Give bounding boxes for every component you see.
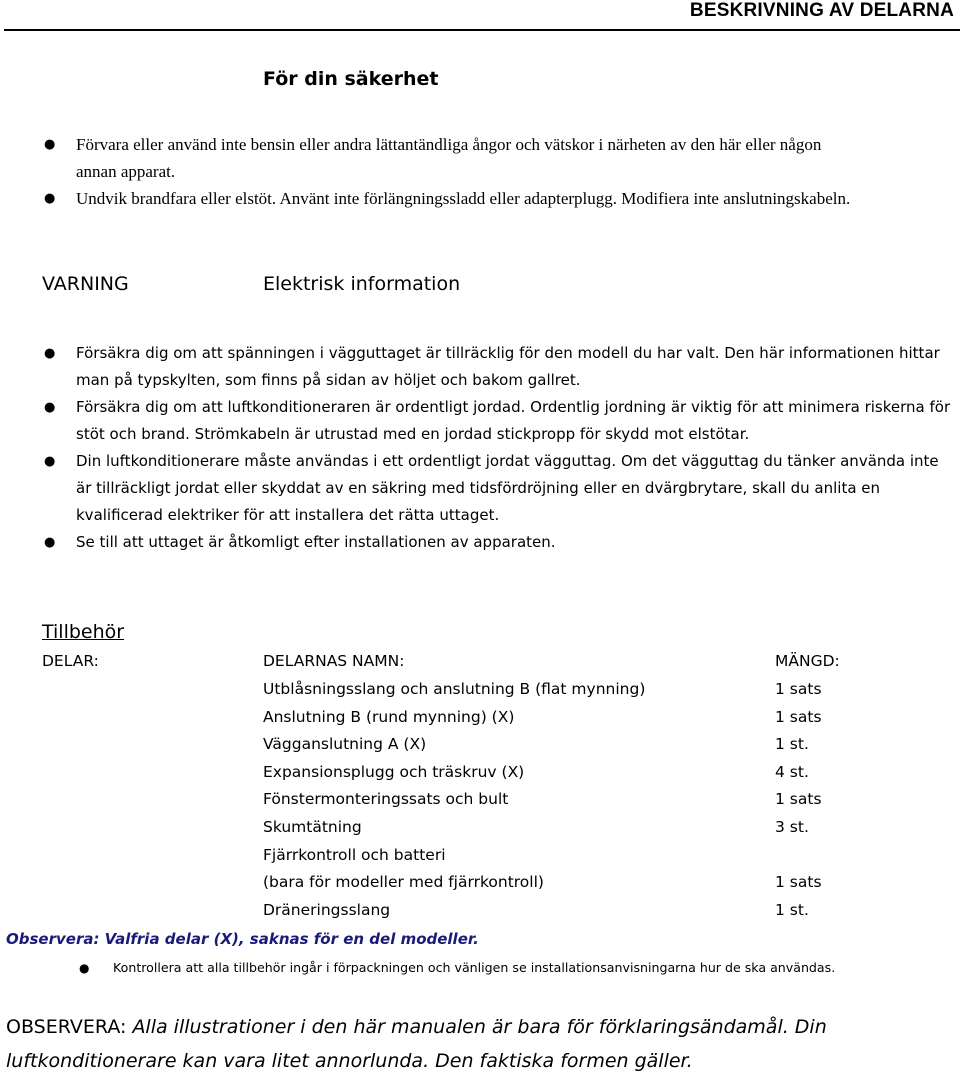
part-quantity: 1 sats bbox=[775, 708, 822, 726]
part-quantity: 3 st. bbox=[775, 818, 809, 836]
part-name: Skumtätning bbox=[263, 818, 362, 836]
document-header-title: BESKRIVNING AV DELARNA bbox=[689, 0, 954, 21]
check-bullet-text: Kontrollera att alla tillbehör ingår i förpackningen och vänligen se installationsanvisningarna hur de ska användas. bbox=[113, 960, 836, 975]
list-item bbox=[44, 185, 856, 212]
part-name: Dräneringsslang bbox=[263, 901, 391, 919]
electrical-bullet-text: Försäkra dig om att luftkonditioneraren är ordentligt jordad. Ordentlig jordning är viktig för att minimera riskerna för stöt och brand. Strömkabeln är utrustad med en jordad stickpropp för skydd mot elstötar. bbox=[76, 398, 951, 443]
safety-heading: För din säkerhet bbox=[263, 68, 439, 90]
check-bullet-list bbox=[79, 957, 953, 979]
part-name: Fönstermonteringssats och bult bbox=[263, 790, 509, 808]
part-quantity: 1 sats bbox=[775, 790, 822, 808]
warning-label: VARNING bbox=[42, 273, 129, 295]
safety-bullet-text: Undvik brandfara eller elstöt. Använt inte förlängningssladd eller adapterplugg. Modifiera inte anslutningskabeln. bbox=[76, 189, 851, 208]
electrical-bullet-list bbox=[44, 340, 956, 556]
part-name: Expansionsplugg och träskruv (X) bbox=[263, 763, 525, 781]
bullet-icon: ● bbox=[44, 346, 56, 361]
column-header-parts: DELAR: bbox=[42, 652, 99, 670]
list-item bbox=[79, 957, 953, 979]
part-quantity: 4 st. bbox=[775, 763, 809, 781]
electrical-bullet-text: Din luftkonditionerare måste användas i ett ordentligt jordat vägguttag. Om det vägguttag du tänker använda inte är tillräckligt jordat eller skyddat av en säkring med tidsfördröjning eller en dvärgbrytare, skall du anlita en kvalificerad elektriker för att installera det rätta uttaget. bbox=[76, 452, 939, 524]
electrical-bullet-text: Se till att uttaget är åtkomligt efter installationen av apparaten. bbox=[76, 533, 556, 551]
part-name: (bara för modeller med fjärrkontroll) bbox=[263, 873, 544, 891]
final-note-label: OBSERVERA: bbox=[6, 1016, 133, 1038]
part-name: Anslutning B (rund mynning) (X) bbox=[263, 708, 515, 726]
part-name: Fjärrkontroll och batteri bbox=[263, 846, 446, 864]
list-item bbox=[44, 394, 956, 448]
list-item bbox=[44, 340, 956, 394]
bullet-icon: ● bbox=[44, 454, 56, 469]
column-header-quantity: MÄNGD: bbox=[775, 652, 840, 670]
safety-bullet-text: Förvara eller använd inte bensin eller andra lättantändliga ångor och vätskor i närheten av den här eller någon annan apparat. bbox=[76, 135, 822, 181]
header-divider bbox=[4, 29, 960, 31]
list-item bbox=[44, 448, 956, 529]
bullet-icon: ● bbox=[44, 535, 56, 550]
optional-parts-note: Observera: Valfria delar (X), saknas för en del modeller. bbox=[6, 930, 479, 948]
bullet-icon: ● bbox=[44, 191, 56, 206]
part-name: Utblåsningsslang och anslutning B (flat mynning) bbox=[263, 680, 646, 698]
electrical-bullet-text: Försäkra dig om att spänningen i vägguttaget är tillräcklig för den modell du har valt. Den här informationen hittar man på typskylten, som finns på sidan av höljet och bakom gallret. bbox=[76, 344, 940, 389]
part-quantity: 1 st. bbox=[775, 735, 809, 753]
electrical-info-heading: Elektrisk information bbox=[263, 273, 461, 295]
list-item bbox=[44, 131, 856, 185]
list-item bbox=[44, 529, 956, 556]
bullet-icon: ● bbox=[44, 400, 56, 415]
part-quantity: 1 sats bbox=[775, 873, 822, 891]
safety-bullet-list bbox=[44, 131, 856, 212]
part-name: Vägganslutning A (X) bbox=[263, 735, 427, 753]
part-quantity: 1 sats bbox=[775, 680, 822, 698]
accessories-title: Tillbehör bbox=[42, 621, 125, 643]
final-note-text: Alla illustrationer i den här manualen är bara för förklaringsändamål. Din luftkonditionerare kan vara litet annorlunda. Den faktiska formen gäller. bbox=[6, 1016, 827, 1072]
final-note bbox=[6, 1010, 946, 1078]
bullet-icon: ● bbox=[44, 137, 56, 152]
part-quantity: 1 st. bbox=[775, 901, 809, 919]
bullet-icon: ● bbox=[79, 961, 90, 975]
column-header-name: DELARNAS NAMN: bbox=[263, 652, 405, 670]
